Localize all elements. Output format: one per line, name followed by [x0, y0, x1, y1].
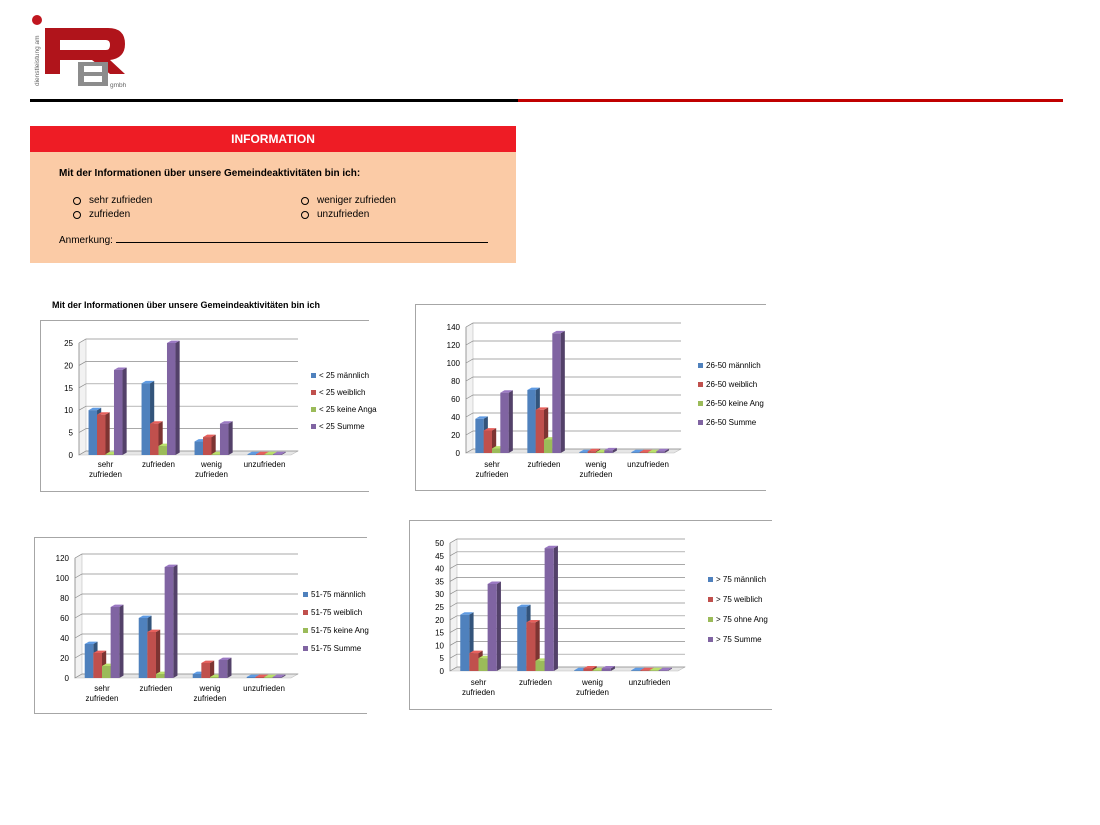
- legend-swatch: [698, 420, 703, 425]
- bar: [201, 663, 210, 678]
- bar: [631, 670, 640, 671]
- bar: [273, 677, 282, 678]
- y-tick-label: 20: [60, 654, 69, 663]
- category-label: zufrieden: [576, 688, 609, 697]
- bar: [579, 452, 587, 453]
- gridline: [450, 539, 685, 543]
- bar: [604, 450, 612, 453]
- bar: [640, 452, 648, 453]
- gridline: [466, 395, 681, 399]
- gridline: [75, 594, 298, 598]
- option-sehr-zufrieden[interactable]: [73, 195, 152, 206]
- bar: [114, 370, 122, 455]
- bar: [659, 670, 668, 671]
- bar: [89, 410, 97, 455]
- bar: [484, 431, 492, 454]
- bar: [159, 446, 167, 455]
- bar: [212, 454, 220, 455]
- y-tick-label: 35: [435, 577, 444, 587]
- information-question: Mit der Informationen über unsere Gemeindeaktivitäten bin ich:: [59, 168, 361, 179]
- category-label: zufrieden: [193, 694, 227, 703]
- category-label: zufrieden: [519, 678, 552, 687]
- legend-swatch: [311, 373, 316, 378]
- gridline: [466, 341, 681, 345]
- bar: [97, 415, 105, 455]
- category-label: wenig: [201, 460, 222, 469]
- bar: [526, 622, 535, 671]
- legend-label: 26-50 weiblich: [706, 380, 758, 389]
- bar: [106, 454, 114, 455]
- bar: [203, 437, 211, 455]
- bar: [488, 584, 497, 671]
- bar: [552, 333, 560, 453]
- category-label: sehr: [484, 460, 500, 469]
- bar: [574, 670, 583, 671]
- gridline: [79, 406, 298, 410]
- category-label: zufrieden: [195, 470, 228, 479]
- bar-side: [175, 341, 179, 455]
- category-label: zufrieden: [579, 470, 613, 479]
- bar: [640, 670, 649, 671]
- gridline: [466, 413, 681, 417]
- legend-label: 51-75 weiblich: [311, 608, 363, 617]
- y-tick-label: 100: [55, 574, 69, 583]
- side-wall: [466, 323, 473, 453]
- category-label: wenig: [585, 460, 607, 469]
- legend-label: < 25 Summe: [319, 422, 365, 431]
- company-logo: [30, 14, 140, 90]
- bar: [536, 410, 544, 453]
- y-tick-label: 20: [451, 431, 460, 440]
- y-tick-label: 50: [435, 539, 444, 548]
- y-tick-label: 0: [455, 449, 460, 458]
- gridline: [75, 634, 298, 638]
- bar-side: [119, 605, 123, 678]
- logo-side-text: dienstleistung am: [34, 35, 41, 86]
- category-label: unzufrieden: [243, 460, 286, 469]
- information-header: INFORMATION: [30, 126, 516, 152]
- legend-label: < 25 weiblich: [319, 388, 366, 397]
- legend-swatch: [698, 382, 703, 387]
- chart-51-75: [34, 537, 367, 714]
- y-tick-label: 5: [439, 654, 444, 664]
- bar-side: [227, 658, 231, 678]
- bar: [602, 668, 611, 671]
- chart-over-75: [409, 520, 772, 710]
- legend-swatch: [311, 424, 316, 429]
- radio-circle-icon[interactable]: [301, 197, 309, 205]
- bar-side: [173, 565, 177, 678]
- bar: [650, 670, 659, 671]
- legend-swatch: [303, 592, 308, 597]
- bar-side: [156, 630, 160, 678]
- gridline: [450, 616, 685, 620]
- y-tick-label: 25: [435, 603, 444, 612]
- remark-label: Anmerkung:: [59, 235, 113, 246]
- bar-side: [509, 390, 513, 453]
- bar-side: [212, 435, 216, 455]
- bar: [631, 452, 639, 453]
- category-label: wenig: [199, 684, 221, 693]
- legend-label: < 25 keine Anga: [319, 405, 377, 414]
- y-tick-label: 40: [60, 634, 69, 643]
- gridline: [466, 359, 681, 363]
- y-tick-label: 120: [55, 554, 69, 563]
- gridline: [79, 361, 298, 365]
- gridline: [79, 384, 298, 388]
- legend-swatch: [698, 401, 703, 406]
- gridline: [450, 590, 685, 594]
- gridline: [466, 377, 681, 381]
- bar: [469, 653, 478, 671]
- legend-swatch: [708, 597, 713, 602]
- bar: [264, 677, 273, 678]
- option-label: sehr zufrieden: [89, 195, 153, 206]
- bar-side: [497, 582, 501, 671]
- bar: [193, 674, 202, 678]
- legend-swatch: [708, 577, 713, 582]
- remark-line[interactable]: [116, 233, 488, 243]
- category-label: unzufrieden: [628, 678, 671, 687]
- legend-label: 26-50 männlich: [706, 361, 761, 370]
- category-label: wenig: [582, 678, 603, 687]
- legend-swatch: [708, 637, 713, 642]
- y-tick-label: 20: [435, 615, 444, 625]
- bar: [492, 449, 500, 454]
- y-tick-label: 100: [446, 359, 460, 368]
- side-wall: [79, 339, 86, 455]
- bar: [210, 677, 219, 678]
- option-label: unzufrieden: [317, 209, 370, 220]
- y-tick-label: 80: [60, 594, 69, 603]
- bar: [545, 548, 554, 671]
- category-label: unzufrieden: [243, 684, 285, 693]
- y-tick-label: 0: [439, 667, 444, 676]
- bar: [648, 452, 656, 453]
- bar: [596, 452, 604, 453]
- bar: [156, 674, 165, 678]
- bar: [220, 424, 228, 455]
- gridline: [75, 574, 298, 578]
- legend-label: < 25 männlich: [319, 371, 370, 380]
- bar: [256, 454, 264, 455]
- legend-label: 26-50 keine Ang: [706, 399, 764, 408]
- bar: [273, 454, 281, 455]
- y-tick-label: 20: [64, 361, 73, 371]
- legend-swatch: [303, 628, 308, 633]
- bar: [139, 618, 148, 678]
- y-tick-label: 60: [60, 614, 69, 623]
- header-rule-red: [518, 99, 1063, 102]
- gridline: [450, 629, 685, 633]
- legend-label: > 75 Summe: [716, 635, 762, 644]
- y-tick-label: 140: [446, 323, 460, 332]
- y-tick-label: 60: [451, 395, 460, 404]
- bar: [167, 343, 175, 455]
- bar: [500, 393, 508, 453]
- gridline: [450, 641, 685, 645]
- bar: [248, 454, 256, 455]
- gridline: [450, 577, 685, 581]
- y-tick-label: 80: [451, 377, 460, 386]
- legend-label: 51-75 männlich: [311, 590, 366, 599]
- chart-26-50: [415, 304, 766, 491]
- y-tick-label: 5: [68, 428, 73, 438]
- legend-label: > 75 ohne Ang: [716, 615, 768, 624]
- bar: [219, 660, 228, 678]
- bar: [527, 390, 535, 453]
- y-tick-label: 25: [64, 339, 73, 348]
- bar: [255, 677, 264, 678]
- chart-svg: [416, 305, 766, 490]
- option-label: zufrieden: [89, 209, 131, 220]
- bar: [85, 644, 94, 678]
- remark-field: [59, 233, 488, 246]
- legend-label: > 75 männlich: [716, 575, 767, 584]
- chart-svg: [41, 321, 377, 491]
- category-label: unzufrieden: [627, 460, 669, 469]
- charts-heading: Mit der Informationen über unsere Gemeindeaktivitäten bin ich: [52, 300, 321, 310]
- bar: [147, 632, 156, 678]
- gridline: [466, 323, 681, 327]
- legend-swatch: [311, 390, 316, 395]
- y-tick-label: 45: [435, 551, 444, 561]
- gridline: [450, 552, 685, 556]
- logo-gmbh-text: gmbh: [110, 82, 127, 89]
- gridline: [79, 339, 298, 343]
- option-zufrieden[interactable]: [73, 209, 130, 220]
- legend-label: 26-50 Summe: [706, 418, 757, 427]
- bar-side: [122, 367, 126, 455]
- gridline: [75, 654, 298, 658]
- bar-side: [228, 421, 232, 455]
- y-tick-label: 0: [68, 451, 73, 460]
- bar: [247, 677, 256, 678]
- y-tick-label: 40: [451, 413, 460, 422]
- bar-side: [106, 412, 110, 455]
- header-rule-black: [30, 99, 518, 102]
- bar: [265, 454, 273, 455]
- category-label: sehr: [97, 460, 114, 469]
- legend-swatch: [303, 646, 308, 651]
- chart-svg: [410, 521, 772, 709]
- bar: [460, 615, 469, 671]
- bar: [142, 383, 150, 455]
- bar: [475, 419, 483, 453]
- y-tick-label: 15: [64, 383, 73, 393]
- gridline: [450, 565, 685, 569]
- gridline: [75, 554, 298, 558]
- bar: [479, 658, 488, 671]
- y-tick-label: 10: [64, 406, 73, 416]
- bar: [593, 670, 602, 671]
- legend-swatch: [311, 407, 316, 412]
- legend-label: 51-75 keine Ang: [311, 626, 369, 635]
- gridline: [466, 431, 681, 435]
- y-tick-label: 10: [435, 641, 444, 651]
- bar: [111, 607, 120, 678]
- bar: [150, 424, 158, 455]
- bar-side: [561, 331, 565, 453]
- bar: [583, 668, 592, 671]
- y-tick-label: 15: [435, 628, 444, 638]
- option-weniger-zufrieden[interactable]: [301, 195, 396, 206]
- y-tick-label: 30: [435, 590, 444, 600]
- bar: [93, 653, 102, 678]
- category-label: zufrieden: [462, 688, 495, 697]
- chart-under-25: [40, 320, 377, 492]
- category-label: zufrieden: [139, 684, 173, 693]
- category-label: zufrieden: [85, 694, 119, 703]
- category-label: zufrieden: [89, 470, 122, 479]
- legend-swatch: [303, 610, 308, 615]
- legend-label: 51-75 Summe: [311, 644, 362, 653]
- bar: [102, 666, 111, 678]
- category-label: zufrieden: [475, 470, 509, 479]
- radio-circle-icon[interactable]: [301, 211, 309, 219]
- legend-label: > 75 weiblich: [716, 595, 763, 604]
- y-tick-label: 40: [435, 564, 444, 574]
- information-box: [30, 126, 516, 263]
- y-tick-label: 0: [64, 674, 69, 683]
- bar: [165, 567, 174, 678]
- bar: [517, 607, 526, 671]
- y-tick-label: 120: [446, 341, 460, 350]
- bar: [544, 440, 552, 454]
- gridline: [79, 429, 298, 433]
- category-label: sehr: [470, 678, 487, 687]
- category-label: zufrieden: [527, 460, 561, 469]
- gridline: [450, 603, 685, 607]
- bar: [588, 451, 596, 453]
- chart-svg: [35, 538, 367, 713]
- legend-swatch: [698, 363, 703, 368]
- category-label: zufrieden: [142, 460, 175, 469]
- bar: [656, 451, 664, 453]
- category-label: sehr: [94, 684, 110, 693]
- option-label: weniger zufrieden: [317, 195, 396, 206]
- bar: [536, 661, 545, 671]
- bar-side: [554, 546, 558, 671]
- bar: [195, 442, 203, 455]
- legend-swatch: [708, 617, 713, 622]
- gridline: [75, 614, 298, 618]
- option-unzufrieden[interactable]: [301, 209, 369, 220]
- radio-circle-icon[interactable]: [73, 211, 81, 219]
- radio-circle-icon[interactable]: [73, 197, 81, 205]
